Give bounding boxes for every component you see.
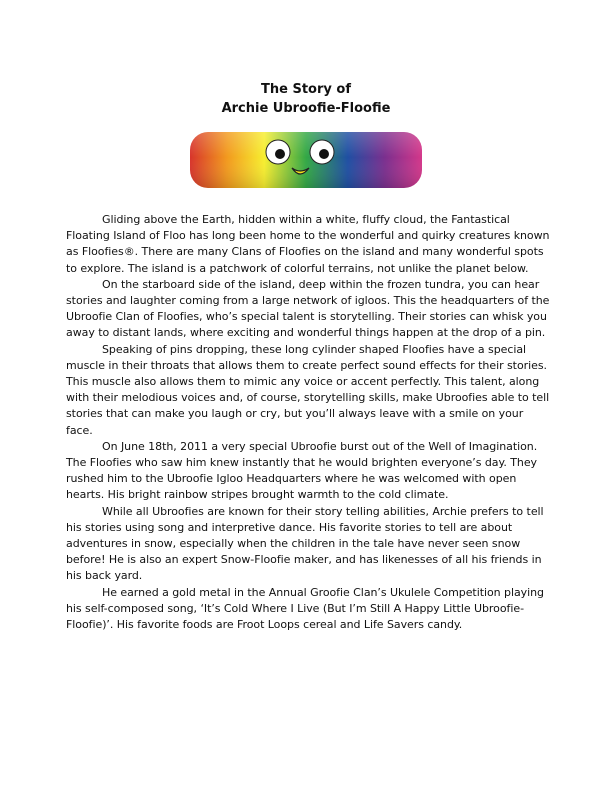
paragraph: On June 18th, 2011 a very special Ubroofie burst out of the Well of Imagination. The Floofies who saw him knew instantly that he would brighten everyone’s day. They rushed him to the Ubroofie Igloo Headquarters where he was welcomed with open hearts. His bright rainbow stripes brought warmth to the cold climate. (66, 439, 538, 502)
floofie-illustration (188, 128, 424, 192)
story-body (66, 212, 552, 633)
title-line-1: The Story of (261, 82, 351, 97)
paragraph: Gliding above the Earth, hidden within a white, fluffy cloud, the Fantastical Floating Island of Floo has long been home to the wonderful and quirky creatures known as Floofies®. There are many Clans of Floofies on the island and many wonderful spots to explore. The island is a patchwork of colorful terrains, not unlike the planet below. (66, 213, 550, 275)
paragraph: While all Ubroofies are known for their story telling abilities, Archie prefers to tell his stories using song and interpretive dance. His favorite stories to tell are about adventures in snow, especially when the children in the tale have never seen snow before! He is also an expert Snow-Floofie maker, and has likenesses of all his friends in his back yard. (66, 504, 544, 583)
right-eye (310, 140, 334, 164)
page-title: Archie Ubroofie-Floofie (221, 101, 391, 116)
paragraph: Speaking of pins dropping, these long cylinder shaped Floofies have a special muscle in their throats that allows them to create perfect sound effects for their stories. This muscle also allows them to mimic any voice or accent perfectly. This talent, along with their melodious voices and, of course, storytelling skills, make Ubroofies able to tell stories that can make you laugh or cry, but you’ll always leave with a smile on your face. (66, 342, 550, 437)
left-eye (266, 140, 290, 164)
floofie-body-shading (190, 132, 422, 188)
paragraph: On the starboard side of the island, deep within the frozen tundra, you can hear stories and laughter coming from a large network of igloos. This the headquarters of the Ubroofie Clan of Floofies, who’s special talent is storytelling. Their stories can whisk you away to distant lands, where exciting and wonderful things happen at the drop of a pin. (66, 277, 550, 340)
paragraph: He earned a gold metal in the Annual Groofie Clan’s Ukulele Competition playing his self-composed song, ‘It’s Cold Where I Live (But I’m Still A Happy Little Ubroofie-Floofie)’. His favorite foods are Froot Loops cereal and Life Savers candy. (66, 585, 544, 632)
title-block (0, 80, 612, 118)
